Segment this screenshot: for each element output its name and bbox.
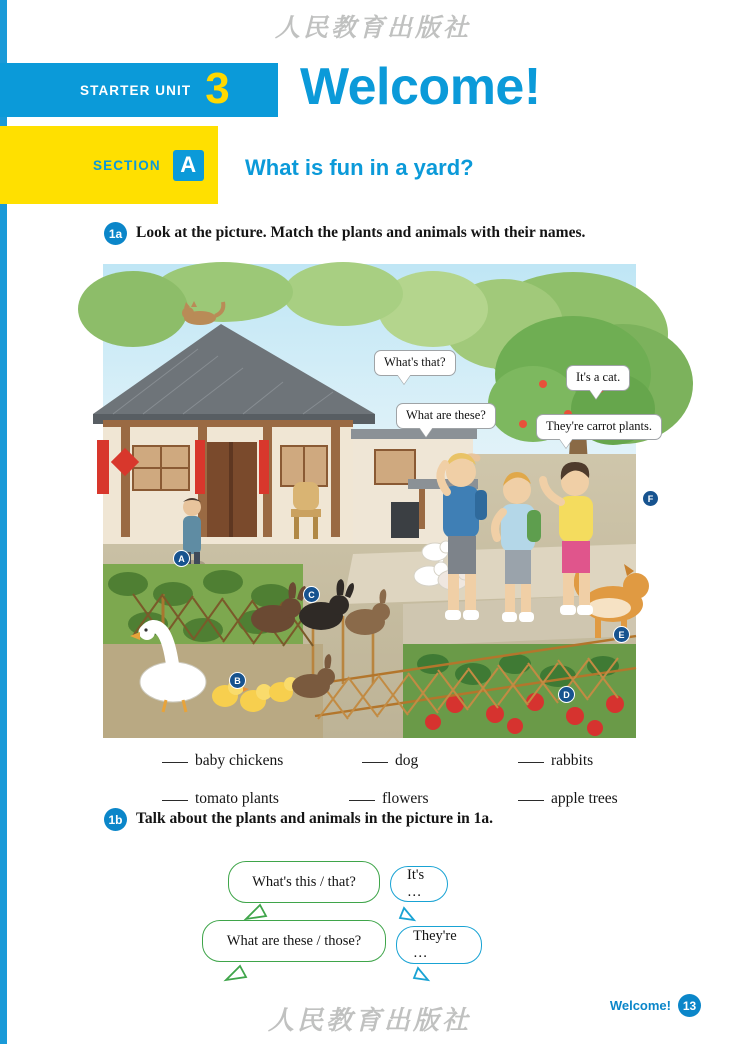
section-label: SECTION bbox=[93, 157, 161, 173]
speech-bubble-what-are-these: What are these? bbox=[396, 403, 496, 429]
answer-blank[interactable] bbox=[518, 800, 544, 801]
picture-marker-f[interactable]: F bbox=[642, 490, 659, 507]
speech-bubble-its-a-cat: It's a cat. bbox=[566, 365, 630, 391]
footer-unit-label: Welcome! bbox=[609, 998, 671, 1013]
answer-blank[interactable] bbox=[349, 800, 375, 801]
task-badge-1b: 1b bbox=[104, 808, 127, 831]
answer-blank[interactable] bbox=[162, 762, 188, 763]
word-label: apple trees bbox=[551, 790, 618, 807]
word-label: dog bbox=[395, 752, 419, 769]
picture-marker-c[interactable]: C bbox=[303, 586, 320, 603]
word-label: baby chickens bbox=[195, 752, 284, 769]
word-item-flowers[interactable] bbox=[349, 790, 429, 808]
task-instruction-1a: Look at the picture. Match the plants and animals with their names. bbox=[136, 224, 586, 241]
answer-blank[interactable] bbox=[162, 800, 188, 801]
yard-scene-graphic bbox=[103, 264, 636, 738]
speech-bubble-whats-that: What's that? bbox=[374, 350, 456, 376]
word-item-dog[interactable] bbox=[362, 752, 418, 770]
word-item-baby-chickens[interactable] bbox=[162, 752, 283, 770]
section-banner bbox=[0, 126, 218, 204]
practice-bubble-what-are-these-those: What are these / those? bbox=[202, 920, 386, 962]
practice-bubble-its: It's … bbox=[390, 866, 448, 902]
practice-bubble-whats-this-that: What's this / that? bbox=[228, 861, 380, 903]
section-letter-badge: A bbox=[173, 150, 204, 181]
word-item-apple-trees[interactable] bbox=[518, 790, 618, 808]
word-label: flowers bbox=[382, 790, 429, 807]
task-badge-1a: 1a bbox=[104, 222, 127, 245]
picture-marker-d[interactable]: D bbox=[558, 686, 575, 703]
task-instruction-1b: Talk about the plants and animals in the picture in 1a. bbox=[136, 810, 494, 827]
word-item-rabbits[interactable] bbox=[518, 752, 593, 770]
picture-marker-b[interactable]: B bbox=[229, 672, 246, 689]
footer-page-number: 13 bbox=[678, 994, 701, 1017]
publisher-watermark-bottom: 人民教育出版社 bbox=[268, 1006, 472, 1035]
answer-blank[interactable] bbox=[518, 762, 544, 763]
starter-unit-banner bbox=[0, 63, 278, 117]
unit-number: 3 bbox=[205, 64, 230, 113]
yard-illustration bbox=[103, 264, 654, 738]
picture-marker-e[interactable]: E bbox=[613, 626, 630, 643]
speech-bubble-carrot-plants: They're carrot plants. bbox=[536, 414, 662, 440]
practice-bubble-theyre: They're … bbox=[396, 926, 482, 964]
starter-unit-label: STARTER UNIT bbox=[80, 82, 192, 98]
publisher-watermark-top: 人民教育出版社 bbox=[275, 15, 472, 42]
word-item-tomato-plants[interactable] bbox=[162, 790, 279, 808]
section-question: What is fun in a yard? bbox=[245, 155, 474, 180]
word-label: tomato plants bbox=[195, 790, 279, 807]
page-title: Welcome! bbox=[300, 58, 541, 116]
word-label: rabbits bbox=[551, 752, 594, 769]
picture-marker-a[interactable]: A bbox=[173, 550, 190, 567]
answer-blank[interactable] bbox=[362, 762, 388, 763]
